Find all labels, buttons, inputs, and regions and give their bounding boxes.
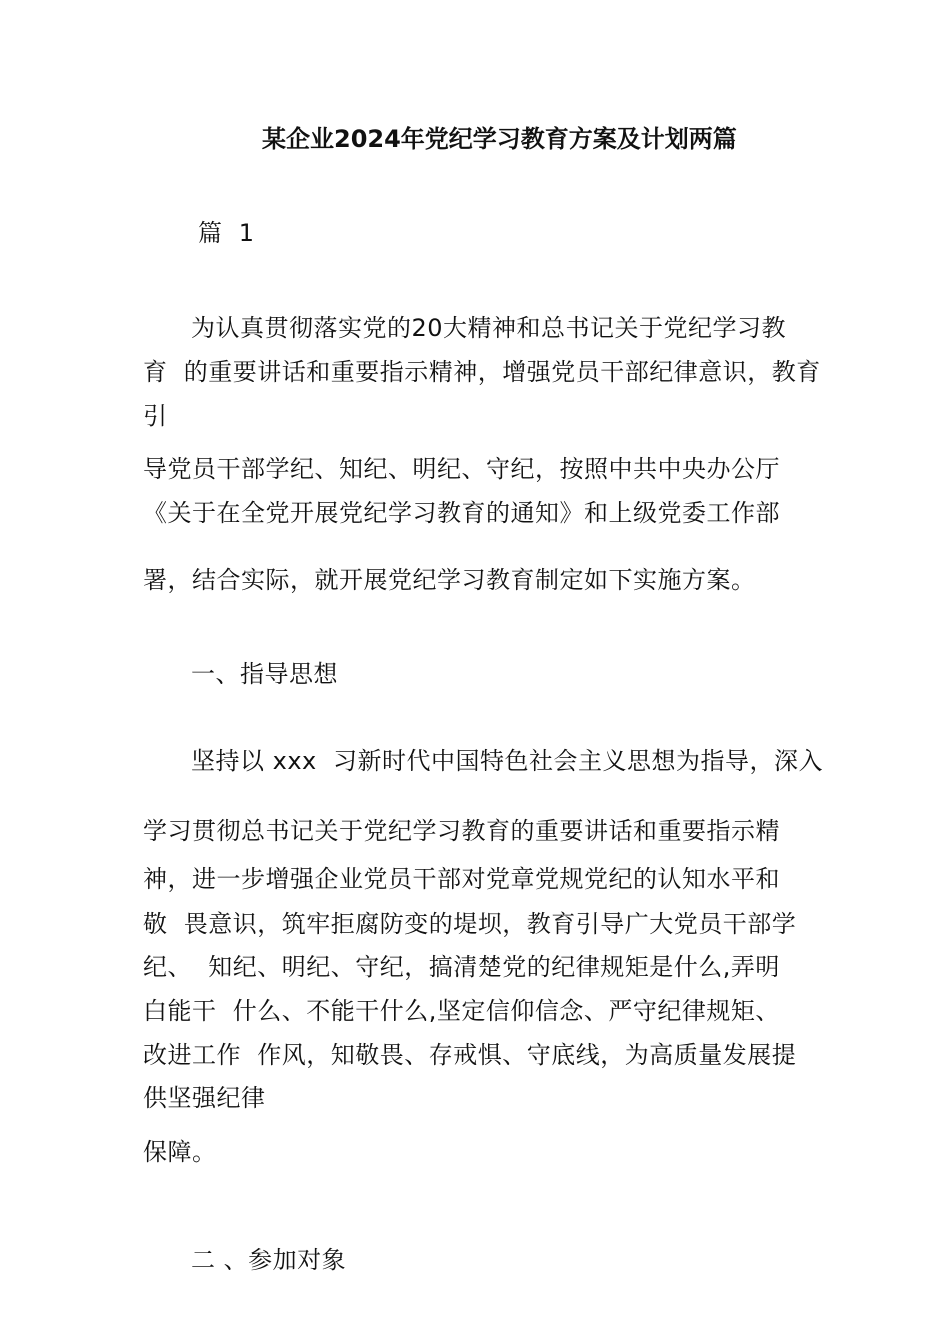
section-line: 神，进一步增强企业党员干部对党章党规党纪的认知水平和: [143, 865, 780, 893]
section-line: 敬 畏意识，筑牢拒腐防变的堤坝，教育引导广大党员干部学: [143, 910, 797, 938]
intro-line: 引: [143, 402, 168, 430]
intro-line: 为认真贯彻落实党的20大精神和总书记关于党纪学习教: [191, 314, 787, 342]
part-label: 篇 1: [198, 219, 255, 247]
document-title: 某企业2024年党纪学习教育方案及计划两篇: [262, 125, 737, 153]
section-line: 改进工作 作风，知敬畏、存戒惧、守底线，为高质量发展提: [143, 1041, 797, 1069]
section-line: 保障。: [143, 1138, 217, 1166]
section-heading: 二 、参加对象: [191, 1246, 347, 1274]
intro-line: 署，结合实际，就开展党纪学习教育制定如下实施方案。: [143, 566, 756, 594]
section-line: 坚持以 xxx 习新时代中国特色社会主义思想为指导，深入: [191, 747, 823, 775]
intro-line: 《关于在全党开展党纪学习教育的通知》和上级党委工作部: [143, 499, 780, 527]
section-line: 纪、 知纪、明纪、守纪，搞清楚党的纪律规矩是什么,弄明: [143, 953, 780, 981]
section-heading: 一、指导思想: [191, 660, 338, 688]
intro-line: 育 的重要讲话和重要指示精神，增强党员干部纪律意识，教育: [143, 358, 821, 386]
section-line: 白能干 什么、不能干什么,坚定信仰信念、严守纪律规矩、: [143, 997, 780, 1025]
section-line: 供坚强纪律: [143, 1084, 266, 1112]
section-line: 学习贯彻总书记关于党纪学习教育的重要讲话和重要指示精: [143, 817, 780, 845]
intro-line: 导党员干部学纪、知纪、明纪、守纪，按照中共中央办公厅: [143, 455, 780, 483]
